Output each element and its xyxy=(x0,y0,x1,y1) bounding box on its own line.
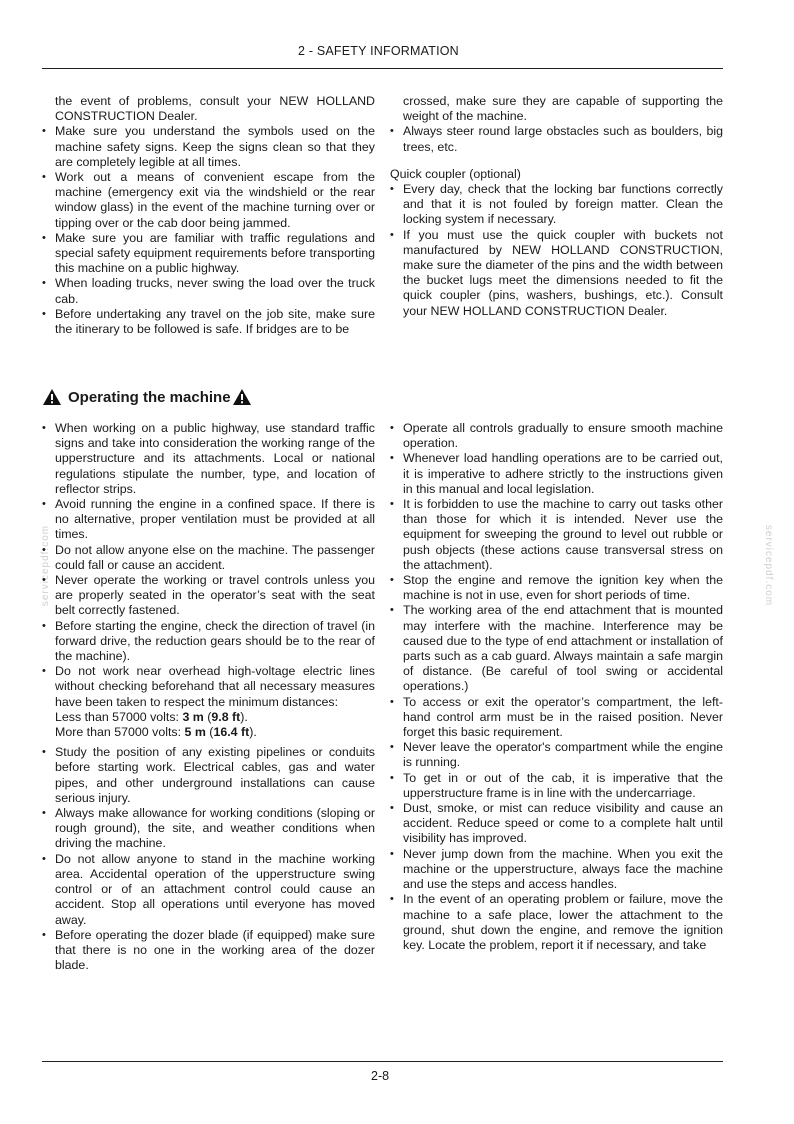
list-item: • If you must use the quick coupler with buckets not manufactured by NEW HOLLAND CONSTRUCTION, make sure the diameter of the pins and the width between the bucket lugs meet the dimensions needed to fit the quick coupler (pins, washers, bushings, etc.). Consult your NEW HOLLAND CONSTRUCTION Dealer. xyxy=(390,228,723,319)
column-top-right xyxy=(390,94,723,319)
list-item: • Make sure you understand the symbols used on the machine safety signs. Keep the signs clean so that they are completely legible at all times. xyxy=(42,124,375,170)
list-item: • Before undertaking any travel on the job site, make sure the itinerary to be followed is safe. If bridges are to be xyxy=(42,307,375,337)
list-item: • When loading trucks, never swing the load over the truck cab. xyxy=(42,276,375,306)
voltage-line-low xyxy=(55,710,375,725)
watermark-right: servicepdf.com xyxy=(763,524,775,607)
watermark-left: servicepdf.com xyxy=(40,524,52,607)
header-rule xyxy=(42,68,723,69)
list-item: • Work out a means of convenient escape from the machine (emergency exit via the windshield or the rear window glass) in the event of the machine turning over or tipping over or the cab door being jammed. xyxy=(42,170,375,231)
paren-close: ). xyxy=(240,709,248,724)
subheading: Quick coupler (optional) xyxy=(390,166,521,181)
list-item: • Whenever load handling operations are to be carried out, it is imperative to adhere strictly to the instructions given in this manual and local legislation. xyxy=(390,451,723,497)
voltage-low-imperial: 9.8 ft xyxy=(211,709,241,724)
column-top-left xyxy=(42,94,375,337)
list-item: • Always steer round large obstacles such as boulders, big trees, etc. xyxy=(390,124,723,154)
voltage-low-metric: 3 m xyxy=(182,709,204,724)
voltage-line-high xyxy=(55,725,375,740)
warning-icon xyxy=(42,388,62,406)
list-item: • Do not allow anyone else on the machine. The passenger could fall or cause an accident. xyxy=(42,543,375,573)
list-item: • Avoid running the engine in a confined space. If there is no alternative, proper ventilation must be provided at all times. xyxy=(42,497,375,543)
list-item: • Never jump down from the machine. When you exit the machine or the upperstructure, always face the machine and use the steps and access handles. xyxy=(390,847,723,893)
section-title: Operating the machine xyxy=(68,388,231,406)
header-title: 2 - SAFETY INFORMATION xyxy=(298,44,459,58)
list-item: • In the event of an operating problem or failure, move the machine to a safe place, lower the attachment to the ground, shut down the engine, and remove the ignition key. Locate the problem, report it if necessary, and take xyxy=(390,892,723,953)
section-heading xyxy=(42,384,252,410)
list-item: • Operate all controls gradually to ensure smooth machine operation. xyxy=(390,421,723,451)
voltage-high-label: More than 57000 volts: xyxy=(55,725,185,740)
paren-close: ). xyxy=(249,725,257,740)
list-item: • It is forbidden to use the machine to carry out tasks other than those for which it is intended. Never use the equipment for sweeping the ground to level out rubble or push objects (these actions cause transversal stress on the attachment). xyxy=(390,497,723,573)
footer-rule xyxy=(42,1061,723,1062)
list-item: • Before starting the engine, check the direction of travel (in forward drive, the reduction gears should be to the rear of the machine). xyxy=(42,619,375,665)
page-number: 2-8 xyxy=(371,1069,390,1083)
voltage-low-label: Less than 57000 volts: xyxy=(55,709,183,724)
paren-open: ( xyxy=(205,725,214,740)
list-item: • Every day, check that the locking bar functions correctly and that it is not fouled by foreign matter. Clean the locking system if necessary. xyxy=(390,182,723,228)
list-item-voltage xyxy=(42,664,375,740)
voltage-high-imperial: 16.4 ft xyxy=(213,725,250,740)
continuation-text: crossed, make sure they are capable of supporting the weight of the machine. xyxy=(403,94,723,124)
list-item: • When working on a public highway, use standard traffic signs and take into consideration the working range of the upperstructure and its attachments. Local or national regulations stipulate the number, type, and location of reflector strips. xyxy=(42,421,375,497)
voltage-intro: • Do not work near overhead high-voltage electric lines without checking beforehand that all necessary measures have been taken to respect the minimum distances: xyxy=(55,664,375,709)
list-item: • Never operate the working or travel controls unless you are properly seated in the operator’s seat with the seat belt correctly fastened. xyxy=(42,573,375,619)
list-item: • The working area of the end attachment that is mounted may interfere with the machine. Interference may be caused due to the type of end attachment or installation of parts such as a cab guard. Always maintain a safe margin of distance. (Be careful of tool swing or accidental operations.) xyxy=(390,603,723,694)
continuation-text: the event of problems, consult your NEW HOLLAND CONSTRUCTION Dealer. xyxy=(55,94,375,124)
list-item: • To get in or out of the cab, it is imperative that the upperstructure frame is in line with the undercarriage. xyxy=(390,771,723,801)
voltage-high-metric: 5 m xyxy=(184,725,206,740)
list-item: • Dust, smoke, or mist can reduce visibility and cause an accident. Reduce speed or come to a complete halt until visibility has improved. xyxy=(390,801,723,847)
list-item: • Study the position of any existing pipelines or conduits before starting work. Electrical cables, gas and water pipes, and other underground installations can cause serious injury. xyxy=(42,745,375,806)
list-item: • Before operating the dozer blade (if equipped) make sure that there is no one in the working area of the dozer blade. xyxy=(42,928,375,974)
warning-icon xyxy=(232,388,252,406)
paren-open: ( xyxy=(203,709,212,724)
column-bottom-right xyxy=(390,421,723,953)
list-item: • Stop the engine and remove the ignition key when the machine is not in use, even for short periods of time. xyxy=(390,573,723,603)
list-item: • Make sure you are familiar with traffic regulations and special safety equipment requirements before transporting this machine on a public highway. xyxy=(42,231,375,277)
list-item: • Always make allowance for working conditions (sloping or rough ground), the site, and weather conditions when driving the machine. xyxy=(42,806,375,852)
list-item: • Do not allow anyone to stand in the machine working area. Accidental operation of the upperstructure swing control or of an attachment control could cause an accident. Stop all operations until everyone has moved away. xyxy=(42,852,375,928)
list-item: • Never leave the operator's compartment while the engine is running. xyxy=(390,740,723,770)
column-bottom-left xyxy=(42,421,375,973)
list-item: • To access or exit the operator’s compartment, the left-hand control arm must be in the raised position. Never forget this basic requirement. xyxy=(390,695,723,741)
